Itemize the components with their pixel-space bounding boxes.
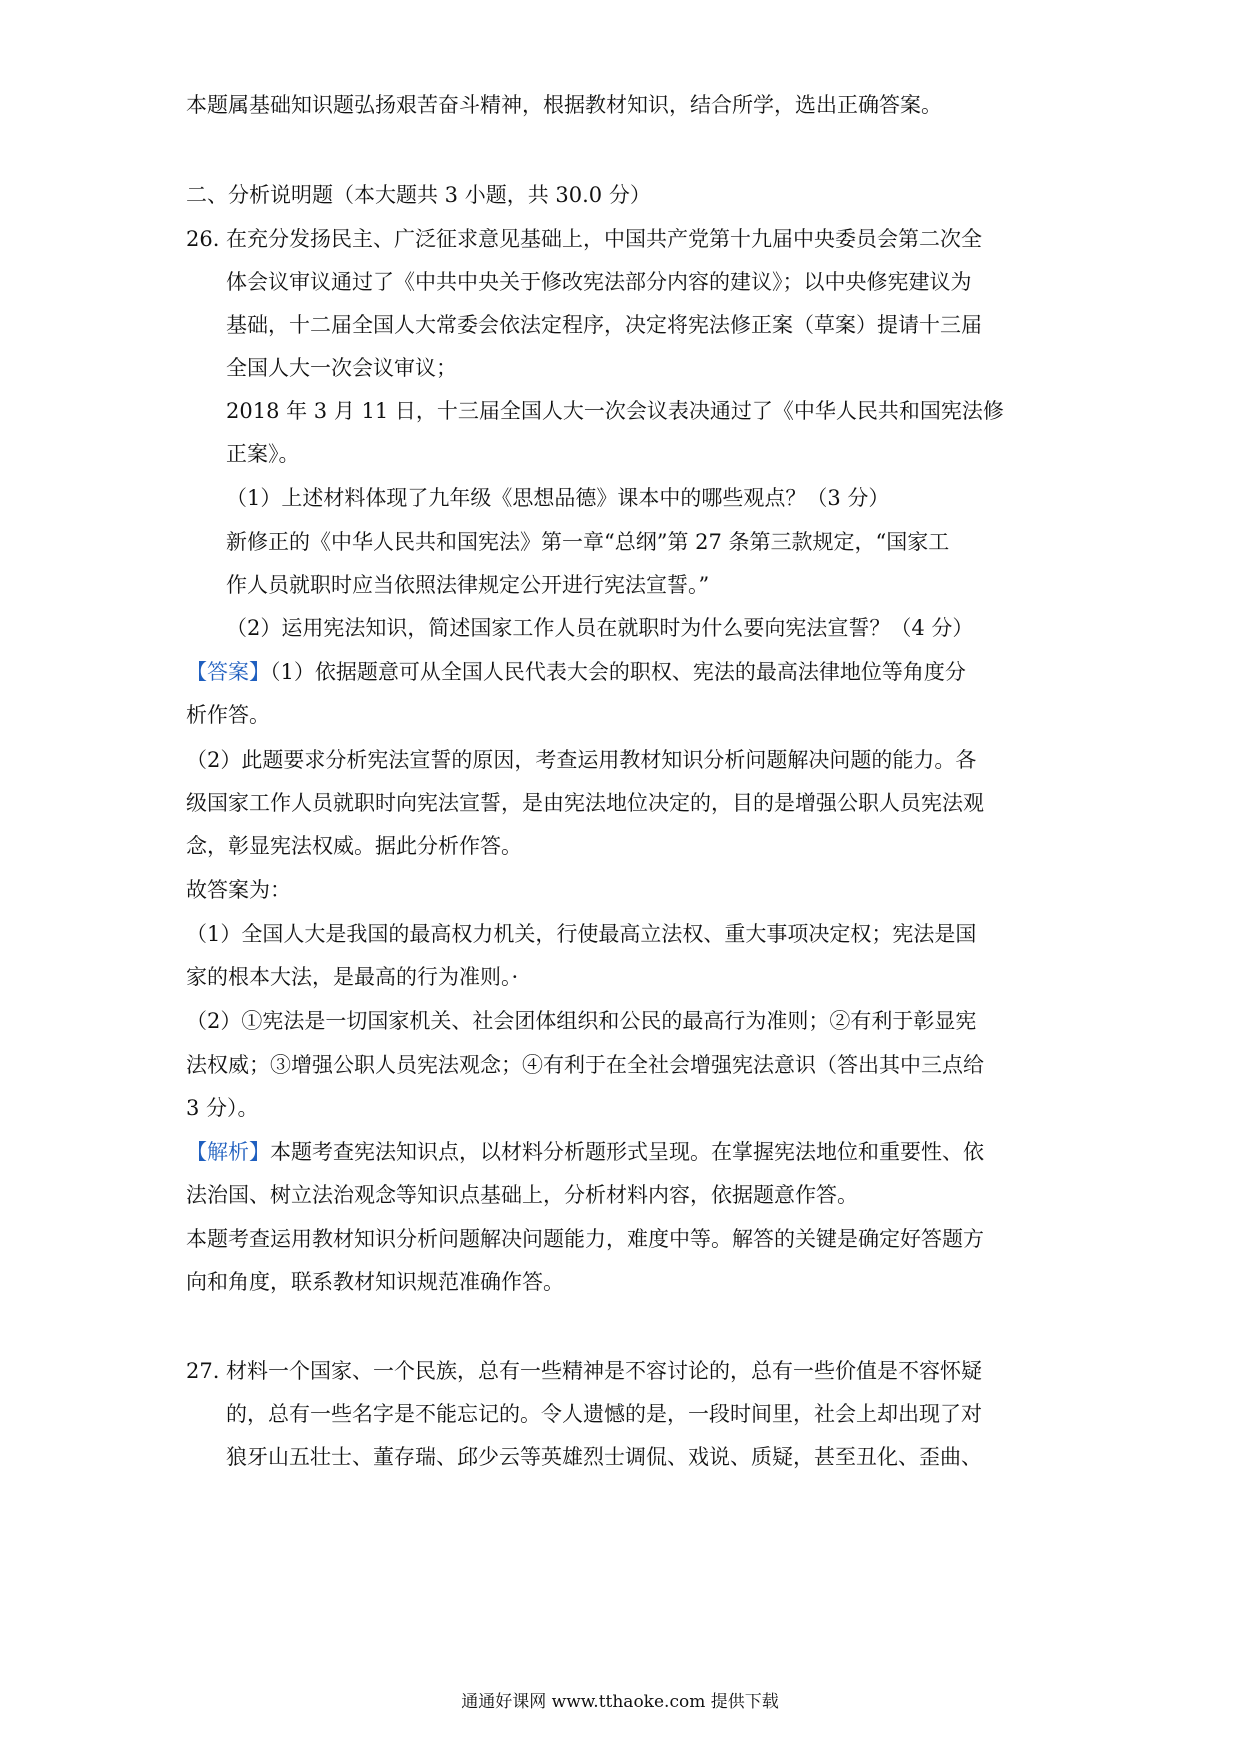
- page-footer: 通通好课网 www.tthaoke.com 提供下载: [461, 1692, 779, 1712]
- text-line: 正案》。: [226, 442, 300, 466]
- text-line: 念，彰显宪法权威。据此分析作答。: [186, 834, 522, 858]
- sub-question: （2）运用宪法知识，简述国家工作人员在就职时为什么要向宪法宣誓？（4 分）: [226, 616, 974, 640]
- text-line: 析作答。: [186, 703, 270, 727]
- question-number: 26.: [186, 227, 220, 251]
- text-line: 材料一个国家、一个民族，总有一些精神是不容讨论的，总有一些价值是不容怀疑: [226, 1359, 982, 1383]
- text-line: 本题考查运用教材知识分析问题解决问题能力，难度中等。解答的关键是确定好答题方: [186, 1227, 984, 1251]
- question-number: 27.: [186, 1359, 220, 1383]
- text-line: 家的根本大法，是最高的行为准则。·: [186, 965, 519, 989]
- analysis-line: [186, 1138, 984, 1166]
- sub-question: （1）上述材料体现了九年级《思想品德》课本中的哪些观点？（3 分）: [226, 486, 890, 510]
- text-line: 法治国、树立法治观念等知识点基础上，分析材料内容，依据题意作答。: [186, 1183, 858, 1207]
- text-line: 向和角度，联系教材知识规范准确作答。: [186, 1270, 564, 1294]
- analysis-tag: 【解析】: [186, 1140, 270, 1164]
- text-line: 本题属基础知识题弘扬艰苦奋斗精神，根据教材知识，结合所学，选出正确答案。: [186, 93, 942, 117]
- text-line: （2）此题要求分析宪法宣誓的原因，考查运用教材知识分析问题解决问题的能力。各: [186, 748, 977, 772]
- text-line: 故答案为：: [186, 878, 291, 902]
- text-span: 本题考查宪法知识点，以材料分析题形式呈现。在掌握宪法地位和重要性、依: [270, 1140, 984, 1164]
- text-line: 2018 年 3 月 11 日，十三届全国人大一次会议表决通过了《中华人民共和国宪法修: [226, 399, 1004, 423]
- section-heading: 二、分析说明题（本大题共 3 小题，共 30.0 分）: [186, 183, 651, 207]
- text-span: （1）依据题意可从全国人民代表大会的职权、宪法的最高法律地位等角度分: [270, 660, 966, 684]
- answer-line: [186, 658, 966, 686]
- text-line: 全国人大一次会议审议；: [226, 356, 457, 380]
- text-line: 的，总有一些名字是不能忘记的。令人遗憾的是，一段时间里，社会上却出现了对: [226, 1402, 982, 1426]
- answer-tag: 【答案】: [186, 660, 270, 684]
- text-line: 新修正的《中华人民共和国宪法》第一章“总纲”第 27 条第三款规定，“国家工: [226, 530, 950, 554]
- text-line: 级国家工作人员就职时向宪法宣誓，是由宪法地位决定的，目的是增强公职人员宪法观: [186, 791, 984, 815]
- text-line: 在充分发扬民主、广泛征求意见基础上，中国共产党第十九届中央委员会第二次全: [226, 227, 982, 251]
- text-line: 体会议审议通过了《中共中央关于修改宪法部分内容的建议》；以中央修宪建议为: [226, 270, 972, 294]
- text-line: 3 分）。: [186, 1096, 259, 1120]
- text-line: （2）①宪法是一切国家机关、社会团体组织和公民的最高行为准则；②有利于彰显宪: [186, 1009, 977, 1033]
- text-line: 基础，十二届全国人大常委会依法定程序，决定将宪法修正案（草案）提请十三届: [226, 313, 982, 337]
- text-line: 狼牙山五壮士、董存瑞、邱少云等英雄烈士调侃、戏说、质疑，甚至丑化、歪曲、: [226, 1445, 982, 1469]
- text-line: 法权威；③增强公职人员宪法观念；④有利于在全社会增强宪法意识（答出其中三点给: [186, 1053, 984, 1077]
- text-line: 作人员就职时应当依照法律规定公开进行宪法宣誓。”: [226, 573, 710, 597]
- text-line: （1）全国人大是我国的最高权力机关，行使最高立法权、重大事项决定权；宪法是国: [186, 922, 977, 946]
